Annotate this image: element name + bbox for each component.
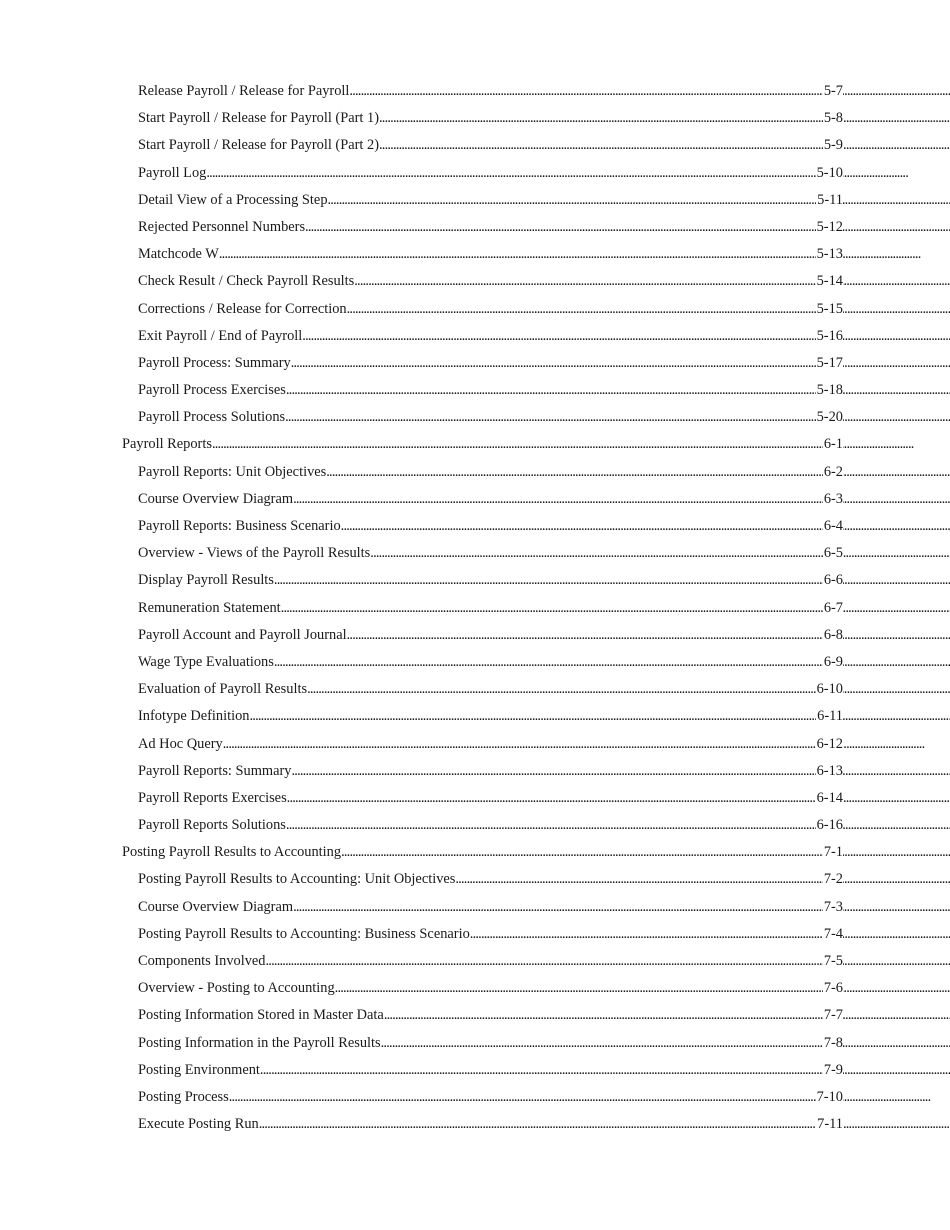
toc-section-entry[interactable]: [0, 187, 950, 214]
toc-entry-page-number: 6-13: [816, 758, 843, 785]
toc-section-entry[interactable]: [0, 866, 950, 893]
toc-entry-title: Infotype Definition . . .: [138, 708, 950, 724]
toc-section-entry[interactable]: [0, 812, 950, 839]
toc-entry-title: Payroll Reports . . .: [122, 436, 912, 452]
toc-entry-page-number: 6-10: [816, 676, 843, 703]
toc-entry-page-number: 7-10: [816, 1084, 843, 1111]
toc-entry-page-number: 6-7: [823, 595, 843, 622]
toc-entry-title: Payroll Process: Summary . . .: [138, 355, 950, 371]
toc-chapter-entry[interactable]: [0, 839, 950, 866]
toc-entry-title: Payroll Reports Exercises . . .: [138, 790, 950, 806]
toc-entry-page-number: 6-4: [823, 513, 843, 540]
toc-entry-page-number: 7-4: [823, 921, 843, 948]
toc-entry-title: Exit Payroll / End of Payroll . . .: [138, 328, 950, 344]
toc-entry-page-number: 7-3: [823, 894, 843, 921]
toc-entry-page-number: 6-6: [823, 567, 843, 594]
toc-entry-page-number: 5-12: [816, 214, 843, 241]
toc-entry-page-number: 6-16: [816, 812, 843, 839]
toc-entry-title: Payroll Reports: Summary . . .: [138, 763, 950, 779]
toc-entry-title: Evaluation of Payroll Results . . .: [138, 681, 950, 697]
toc-section-entry[interactable]: [0, 404, 950, 431]
toc-entry-title: Overview - Posting to Accounting . . .: [138, 980, 950, 996]
toc-section-entry[interactable]: [0, 377, 950, 404]
toc-entry-title: Posting Payroll Results to Accounting: Business Scenario . . .: [138, 926, 950, 942]
toc-section-entry[interactable]: [0, 758, 950, 785]
toc-entry-page-number: 7-11: [816, 1111, 843, 1138]
toc-entry-title: Posting Payroll Results to Accounting: Unit Objectives . . .: [138, 871, 950, 887]
toc-entry-page-number: 6-3: [823, 486, 843, 513]
toc-section-entry[interactable]: [0, 540, 950, 567]
toc-entry-title: Wage Type Evaluations . . .: [138, 654, 950, 670]
toc-section-entry[interactable]: [0, 1084, 950, 1111]
toc-entry-page-number: 5-11: [816, 187, 843, 214]
toc-entry-title: Posting Payroll Results to Accounting . . .: [122, 844, 950, 860]
toc-entry-title: Posting Environment . . .: [138, 1062, 950, 1078]
toc-entry-page-number: 7-8: [823, 1030, 843, 1057]
toc-entry-page-number: 5-8: [823, 105, 843, 132]
toc-entry-title: Payroll Account and Payroll Journal . . .: [138, 627, 950, 643]
toc-section-entry[interactable]: [0, 1002, 950, 1029]
toc-section-entry[interactable]: [0, 459, 950, 486]
toc-entry-title: Payroll Reports: Business Scenario . . .: [138, 518, 950, 534]
toc-entry-page-number: 5-18: [816, 377, 843, 404]
toc-section-entry[interactable]: [0, 567, 950, 594]
toc-section-entry[interactable]: [0, 241, 950, 268]
toc-section-entry[interactable]: [0, 622, 950, 649]
toc-section-entry[interactable]: [0, 160, 950, 187]
toc-entry-page-number: 5-16: [816, 323, 843, 350]
toc-entry-title: Posting Information Stored in Master Data . . .: [138, 1007, 950, 1023]
toc-entry-page-number: 5-10: [816, 160, 843, 187]
toc-entry-title: Components Involved . . .: [138, 953, 950, 969]
toc-entry-title: Overview - Views of the Payroll Results . . .: [138, 545, 950, 561]
toc-entry-title: Ad Hoc Query . . .: [138, 736, 923, 752]
toc-entry-title: Posting Process . . .: [138, 1089, 929, 1105]
toc-entry-title: Start Payroll / Release for Payroll (Part 2) . . .: [138, 137, 950, 153]
toc-entry-title: Detail View of a Processing Step . . .: [138, 192, 950, 208]
toc-entry-title: Corrections / Release for Correction . . .: [138, 301, 950, 317]
toc-entry-title: Matchcode W . . .: [138, 246, 919, 262]
toc-section-entry[interactable]: [0, 132, 950, 159]
toc-section-entry[interactable]: [0, 486, 950, 513]
toc-entry-title: Course Overview Diagram . . .: [138, 491, 950, 507]
toc-entry-title: Remuneration Statement . . .: [138, 600, 950, 616]
toc-entry-page-number: 5-17: [816, 350, 843, 377]
toc-entry-title: Display Payroll Results . . .: [138, 572, 950, 588]
toc-entry-page-number: 5-20: [816, 404, 843, 431]
toc-entry-page-number: 6-8: [823, 622, 843, 649]
toc-section-entry[interactable]: [0, 296, 950, 323]
toc-section-entry[interactable]: [0, 78, 950, 105]
toc-entry-title: Payroll Process Exercises . . .: [138, 382, 950, 398]
toc-entry-title: Rejected Personnel Numbers . . .: [138, 219, 950, 235]
toc-entry-page-number: 7-5: [823, 948, 843, 975]
toc-section-entry[interactable]: [0, 1057, 950, 1084]
toc-entry-title: Payroll Log . . .: [138, 165, 907, 181]
toc-chapter-entry[interactable]: [0, 431, 950, 458]
toc-entry-title: Release Payroll / Release for Payroll . . .: [138, 83, 950, 99]
toc-entry-page-number: 5-14: [816, 268, 843, 295]
toc-section-entry[interactable]: [0, 105, 950, 132]
toc-entry-title: Execute Posting Run . . .: [138, 1116, 950, 1132]
toc-entry-title: Payroll Process Solutions . . .: [138, 409, 950, 425]
toc-entry-page-number: 7-2: [823, 866, 843, 893]
toc-section-entry[interactable]: [0, 785, 950, 812]
toc-section-entry[interactable]: [0, 894, 950, 921]
toc-entry-title: Payroll Reports Solutions . . .: [138, 817, 950, 833]
toc-section-entry[interactable]: [0, 948, 950, 975]
toc-section-entry[interactable]: [0, 649, 950, 676]
toc-entry-title: Posting Information in the Payroll Results . . .: [138, 1035, 950, 1051]
toc-entry-page-number: 6-12: [816, 731, 843, 758]
toc-section-entry[interactable]: [0, 350, 950, 377]
toc-entry-page-number: 7-6: [823, 975, 843, 1002]
toc-entry-page-number: 6-2: [823, 459, 843, 486]
toc-section-entry[interactable]: [0, 703, 950, 730]
toc-section-entry[interactable]: [0, 731, 950, 758]
toc-entry-title: Payroll Reports: Unit Objectives . . .: [138, 464, 950, 480]
toc-section-entry[interactable]: [0, 214, 950, 241]
toc-entry-page-number: 6-14: [816, 785, 843, 812]
toc-entry-page-number: 6-5: [823, 540, 843, 567]
toc-entry-page-number: 6-9: [823, 649, 843, 676]
table-of-contents: [0, 78, 950, 1138]
toc-section-entry[interactable]: [0, 323, 950, 350]
toc-entry-page-number: 5-9: [823, 132, 843, 159]
toc-entry-page-number: 5-13: [816, 241, 843, 268]
toc-entry-title: Check Result / Check Payroll Results . . .: [138, 273, 950, 289]
toc-entry-title: Start Payroll / Release for Payroll (Part 1) . . .: [138, 110, 950, 126]
toc-entry-page-number: 6-1: [823, 431, 843, 458]
toc-entry-title: Course Overview Diagram . . .: [138, 899, 950, 915]
toc-section-entry[interactable]: [0, 268, 950, 295]
toc-section-entry[interactable]: [0, 513, 950, 540]
toc-entry-page-number: 6-11: [816, 703, 843, 730]
toc-entry-page-number: 7-9: [823, 1057, 843, 1084]
toc-section-entry[interactable]: [0, 1111, 950, 1138]
toc-section-entry[interactable]: [0, 1030, 950, 1057]
toc-entry-page-number: 7-1: [823, 839, 843, 866]
toc-section-entry[interactable]: [0, 921, 950, 948]
toc-section-entry[interactable]: [0, 975, 950, 1002]
toc-entry-page-number: 5-7: [823, 78, 843, 105]
toc-section-entry[interactable]: [0, 595, 950, 622]
toc-entry-page-number: 5-15: [816, 296, 843, 323]
toc-entry-page-number: 7-7: [823, 1002, 843, 1029]
toc-section-entry[interactable]: [0, 676, 950, 703]
